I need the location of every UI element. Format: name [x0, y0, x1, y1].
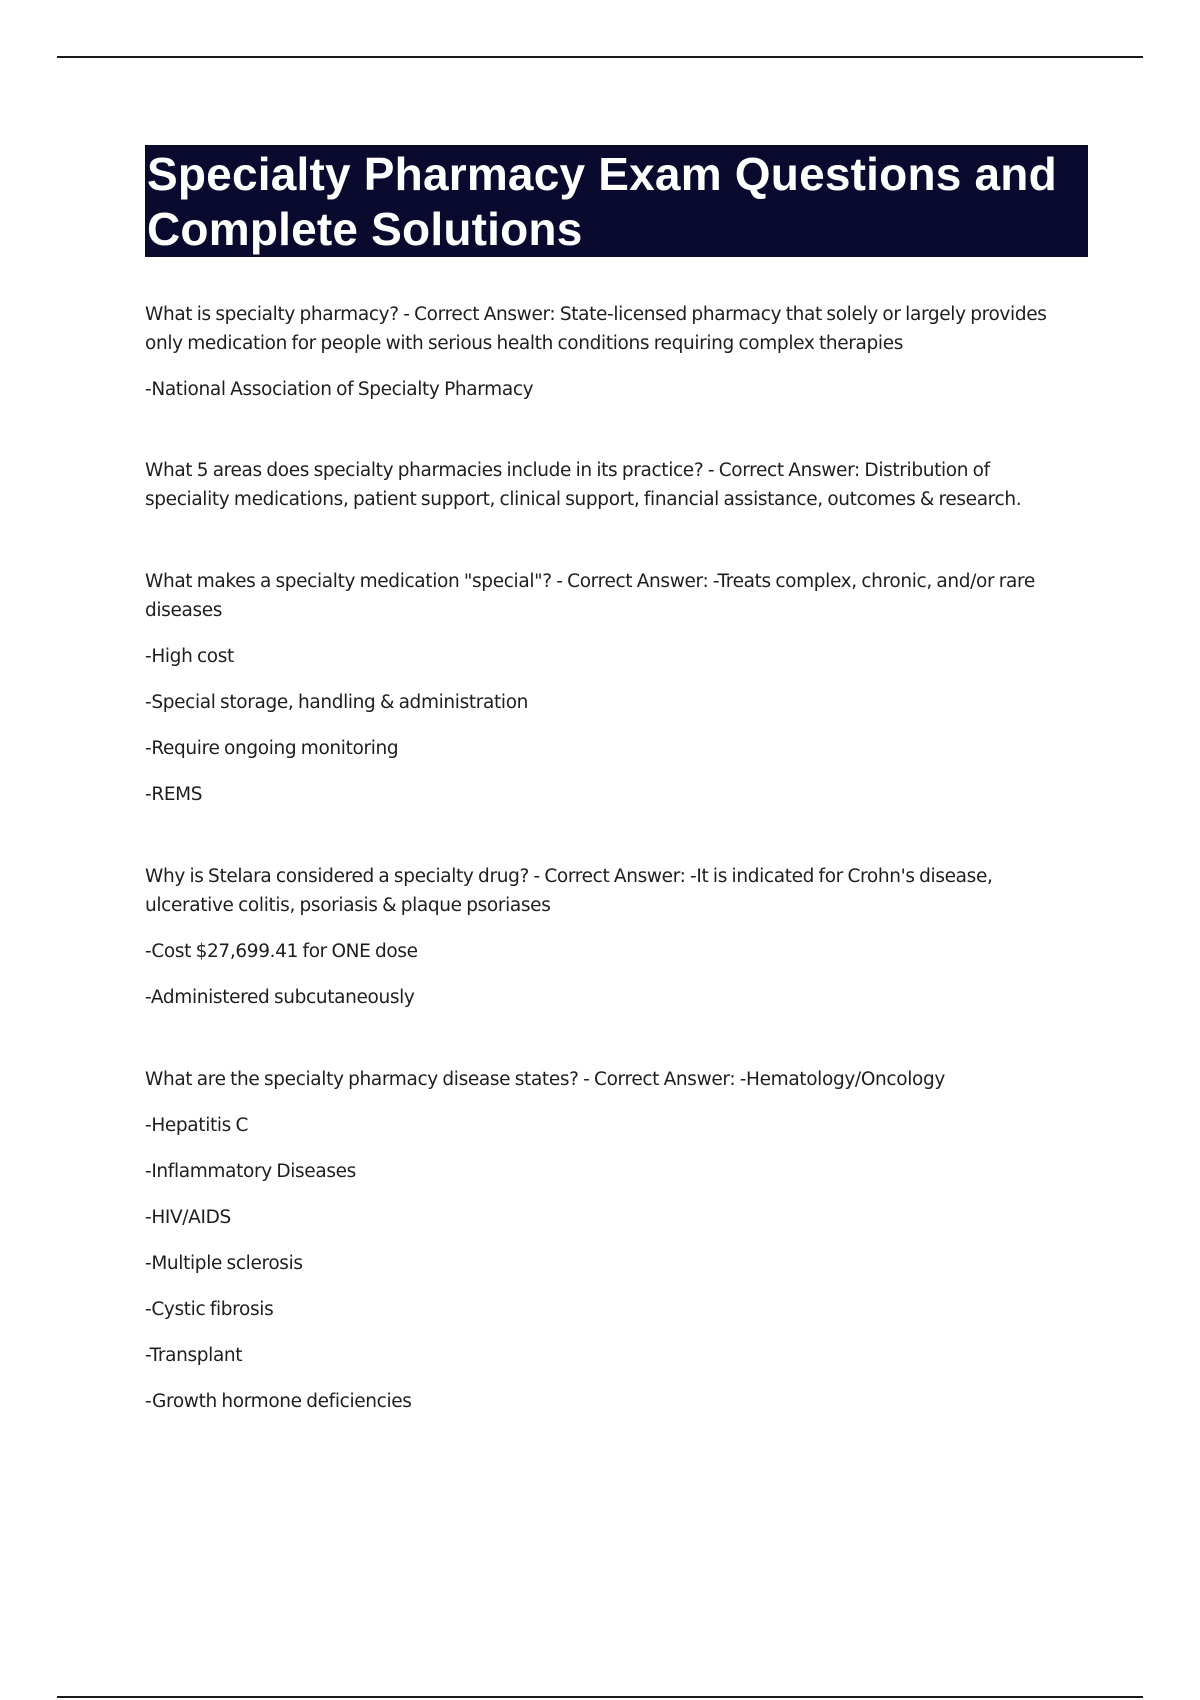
qa-answer-line: -Growth hormone deficiencies — [145, 1391, 412, 1412]
header-rule — [57, 56, 1143, 58]
title-banner — [145, 145, 1088, 257]
qa-answer-line: -High cost — [145, 646, 234, 667]
qa-answer-line: -Require ongoing monitoring — [145, 738, 399, 759]
footer-rule — [57, 1696, 1143, 1698]
qa-question-answer: Why is Stelara considered a specialty drug? - Correct Answer: -It is indicated for Crohn's disease, ulcerative colitis, psoriasis & plaque psoriases — [145, 866, 993, 916]
qa-answer-line: -Inflammatory Diseases — [145, 1161, 356, 1182]
qa-answer-line: -Hepatitis C — [145, 1115, 249, 1136]
qa-answer-line: -Cystic fibrosis — [145, 1299, 274, 1320]
document-title: Specialty Pharmacy Exam Questions and Complete Solutions — [147, 148, 1057, 255]
qa-answer-line: -Multiple sclerosis — [145, 1253, 303, 1274]
qa-answer-line: -National Association of Specialty Pharmacy — [145, 379, 534, 400]
qa-item — [145, 862, 1075, 1012]
qa-question-answer: What is specialty pharmacy? - Correct Answer: State-licensed pharmacy that solely or largely provides only medication for people with serious health conditions requiring complex therapies — [145, 304, 1047, 354]
qa-content — [145, 300, 1075, 1461]
qa-item — [145, 300, 1075, 404]
qa-answer-line: -REMS — [145, 784, 203, 805]
qa-item — [145, 1065, 1075, 1416]
qa-answer-line: -HIV/AIDS — [145, 1207, 231, 1228]
qa-question-answer: What are the specialty pharmacy disease states? - Correct Answer: -Hematology/Oncology — [145, 1069, 945, 1090]
qa-question-answer: What 5 areas does specialty pharmacies include in its practice? - Correct Answer: Distribution of speciality medications, patient support, clinical support, financial assistance, outcomes & research. — [145, 460, 1022, 510]
qa-answer-line: -Administered subcutaneously — [145, 987, 415, 1008]
qa-answer-line: -Cost $27,699.41 for ONE dose — [145, 941, 418, 962]
qa-item — [145, 567, 1075, 809]
qa-answer-line: -Transplant — [145, 1345, 243, 1366]
qa-item — [145, 456, 1075, 514]
qa-answer-line: -Special storage, handling & administration — [145, 692, 529, 713]
qa-question-answer: What makes a specialty medication "special"? - Correct Answer: -Treats complex, chronic, and/or rare diseases — [145, 571, 1035, 621]
